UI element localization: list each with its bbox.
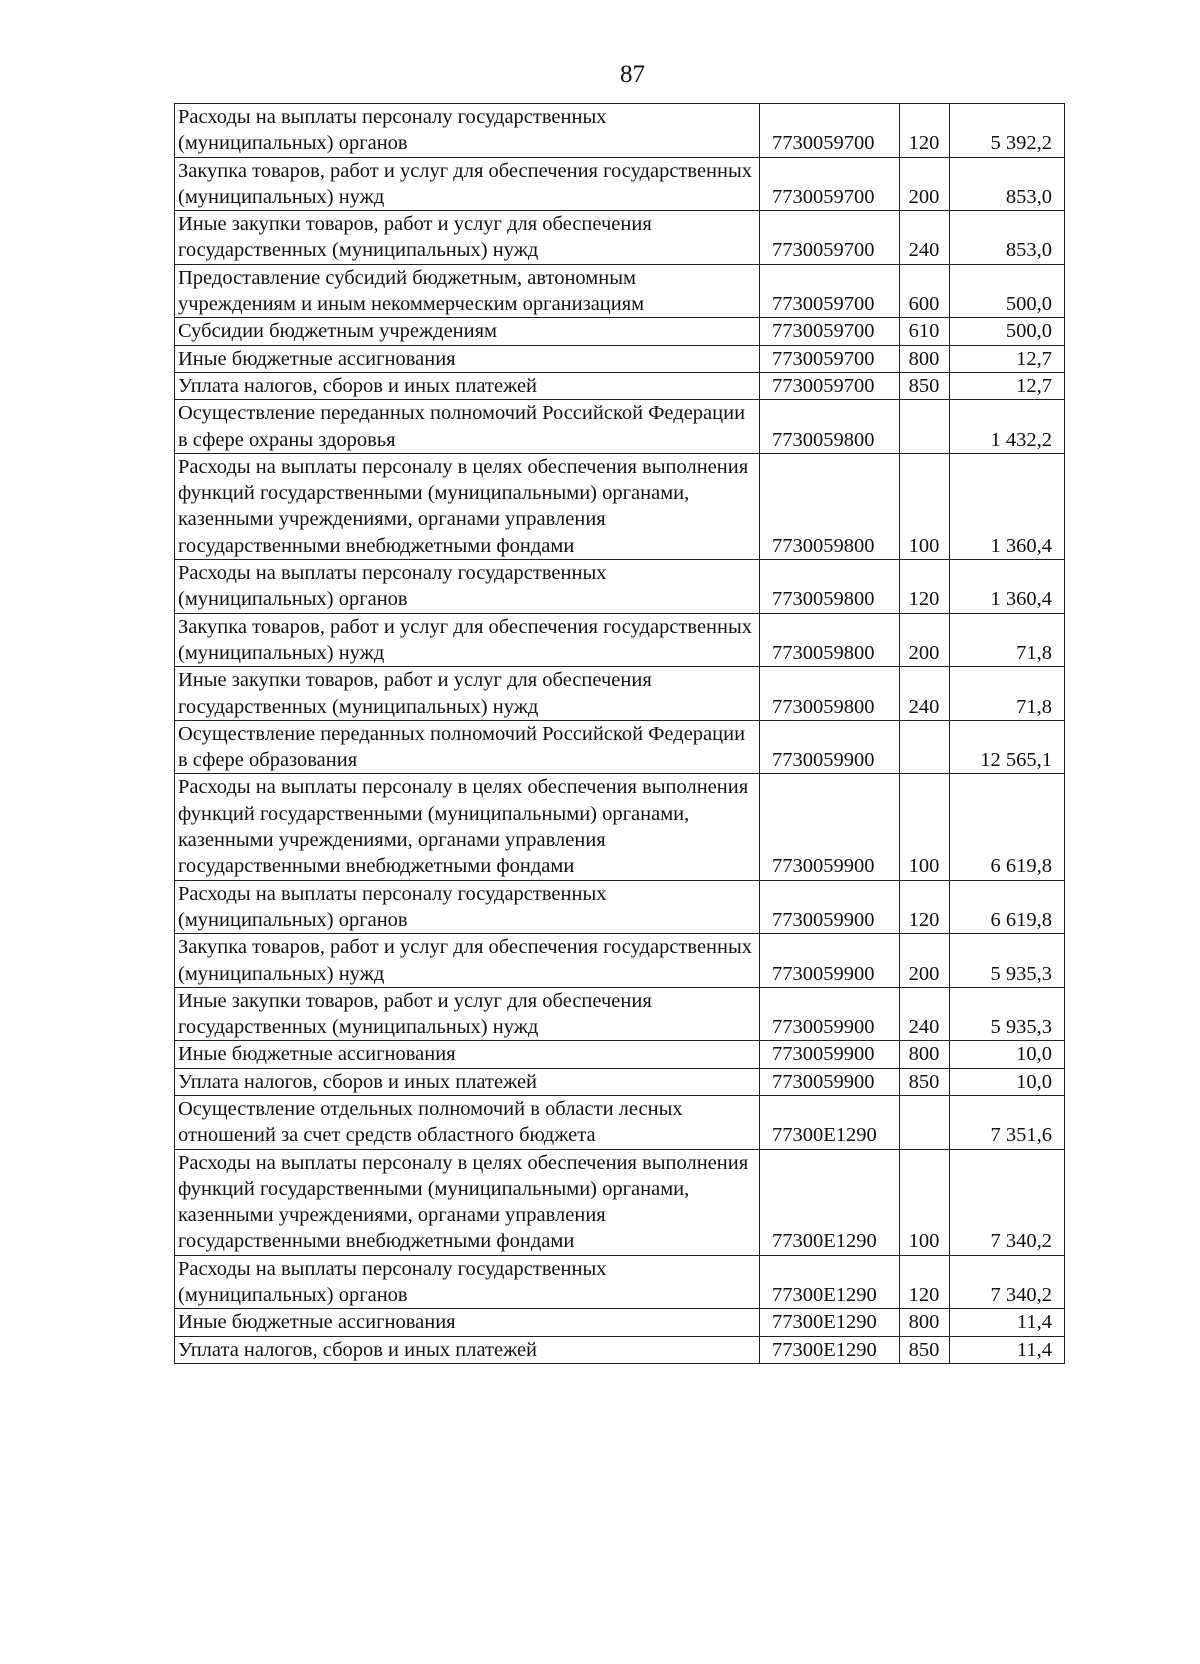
amount-cell: 1 360,4 (950, 453, 1065, 559)
expense-name-cell: Осуществление отдельных полномочий в области лесных отношений за счет средств областного бюджета (175, 1095, 760, 1149)
table-body (175, 104, 1065, 1364)
expense-name-cell: Расходы на выплаты персоналу государственных (муниципальных) органов (175, 560, 760, 614)
amount-cell: 5 935,3 (950, 987, 1065, 1041)
expense-type-code-cell (900, 1095, 950, 1149)
expense-name-cell: Уплата налогов, сборов и иных платежей (175, 1068, 760, 1095)
expense-type-code-cell: 120 (900, 880, 950, 934)
table-row (175, 104, 1065, 158)
expense-name-cell: Иные закупки товаров, работ и услуг для обеспечения государственных (муниципальных) нужд (175, 211, 760, 265)
target-article-code-cell: 7730059800 (760, 560, 900, 614)
target-article-code-cell: 7730059700 (760, 345, 900, 372)
expense-name-cell: Иные закупки товаров, работ и услуг для обеспечения государственных (муниципальных) нужд (175, 987, 760, 1041)
expense-type-code-cell: 800 (900, 1309, 950, 1336)
expense-name-cell: Закупка товаров, работ и услуг для обеспечения государственных (муниципальных) нужд (175, 157, 760, 211)
target-article-code-cell: 77300E1290 (760, 1255, 900, 1309)
expense-type-code-cell: 800 (900, 1041, 950, 1068)
expense-type-code-cell: 610 (900, 318, 950, 345)
target-article-code-cell: 7730059900 (760, 1041, 900, 1068)
amount-cell: 7 351,6 (950, 1095, 1065, 1149)
target-article-code-cell: 7730059700 (760, 372, 900, 399)
expense-name-cell: Закупка товаров, работ и услуг для обеспечения государственных (муниципальных) нужд (175, 934, 760, 988)
target-article-code-cell: 7730059800 (760, 613, 900, 667)
expense-type-code-cell: 200 (900, 934, 950, 988)
expense-name-cell: Субсидии бюджетным учреждениям (175, 318, 760, 345)
table-row (175, 264, 1065, 318)
target-article-code-cell: 7730059700 (760, 211, 900, 265)
expense-name-cell: Осуществление переданных полномочий Российской Федерации в сфере охраны здоровья (175, 400, 760, 454)
expense-type-code-cell: 200 (900, 613, 950, 667)
target-article-code-cell: 7730059800 (760, 453, 900, 559)
table-row (175, 987, 1065, 1041)
amount-cell: 11,4 (950, 1336, 1065, 1363)
expense-type-code-cell: 850 (900, 1068, 950, 1095)
table-row (175, 453, 1065, 559)
expense-name-cell: Осуществление переданных полномочий Российской Федерации в сфере образования (175, 720, 760, 774)
amount-cell: 12 565,1 (950, 720, 1065, 774)
amount-cell: 7 340,2 (950, 1255, 1065, 1309)
table-row (175, 318, 1065, 345)
target-article-code-cell: 7730059700 (760, 104, 900, 158)
page-number: 87 (620, 61, 645, 88)
table-row (175, 667, 1065, 721)
amount-cell: 6 619,8 (950, 880, 1065, 934)
amount-cell: 1 360,4 (950, 560, 1065, 614)
expense-type-code-cell: 120 (900, 560, 950, 614)
table-row (175, 1095, 1065, 1149)
amount-cell: 12,7 (950, 345, 1065, 372)
target-article-code-cell: 77300E1290 (760, 1095, 900, 1149)
amount-cell: 71,8 (950, 613, 1065, 667)
table-row (175, 1041, 1065, 1068)
expense-type-code-cell: 600 (900, 264, 950, 318)
target-article-code-cell: 7730059900 (760, 720, 900, 774)
expense-name-cell: Расходы на выплаты персоналу государственных (муниципальных) органов (175, 104, 760, 158)
expense-type-code-cell: 200 (900, 157, 950, 211)
table-row (175, 372, 1065, 399)
target-article-code-cell: 77300E1290 (760, 1149, 900, 1255)
expense-name-cell: Расходы на выплаты персоналу государственных (муниципальных) органов (175, 880, 760, 934)
expense-type-code-cell: 240 (900, 667, 950, 721)
table-row (175, 613, 1065, 667)
expense-type-code-cell: 850 (900, 1336, 950, 1363)
target-article-code-cell: 7730059700 (760, 157, 900, 211)
amount-cell: 853,0 (950, 211, 1065, 265)
amount-cell: 11,4 (950, 1309, 1065, 1336)
amount-cell: 853,0 (950, 157, 1065, 211)
target-article-code-cell: 77300E1290 (760, 1336, 900, 1363)
target-article-code-cell: 7730059700 (760, 318, 900, 345)
table-row (175, 1309, 1065, 1336)
amount-cell: 500,0 (950, 264, 1065, 318)
amount-cell: 5 935,3 (950, 934, 1065, 988)
table-row (175, 345, 1065, 372)
table-row (175, 157, 1065, 211)
budget-table (174, 103, 1065, 1364)
expense-name-cell: Расходы на выплаты персоналу в целях обеспечения выполнения функций государственными (муниципальными) органами, казенными учреждениями, органами управления государственными внебюджетными фондами (175, 1149, 760, 1255)
target-article-code-cell: 7730059700 (760, 264, 900, 318)
amount-cell: 10,0 (950, 1041, 1065, 1068)
expense-name-cell: Закупка товаров, работ и услуг для обеспечения государственных (муниципальных) нужд (175, 613, 760, 667)
target-article-code-cell: 7730059900 (760, 1068, 900, 1095)
expense-name-cell: Иные бюджетные ассигнования (175, 1309, 760, 1336)
expense-type-code-cell: 240 (900, 211, 950, 265)
expense-name-cell: Иные бюджетные ассигнования (175, 345, 760, 372)
table-row (175, 720, 1065, 774)
table-row (175, 211, 1065, 265)
amount-cell: 10,0 (950, 1068, 1065, 1095)
target-article-code-cell: 77300E1290 (760, 1309, 900, 1336)
table-row (175, 880, 1065, 934)
table-row (175, 1255, 1065, 1309)
expense-name-cell: Уплата налогов, сборов и иных платежей (175, 1336, 760, 1363)
amount-cell: 1 432,2 (950, 400, 1065, 454)
expense-name-cell: Расходы на выплаты персоналу в целях обеспечения выполнения функций государственными (муниципальными) органами, казенными учреждениями, органами управления государственными внебюджетными фондами (175, 453, 760, 559)
table-row (175, 1336, 1065, 1363)
amount-cell: 6 619,8 (950, 774, 1065, 880)
expense-name-cell: Уплата налогов, сборов и иных платежей (175, 372, 760, 399)
target-article-code-cell: 7730059800 (760, 400, 900, 454)
amount-cell: 71,8 (950, 667, 1065, 721)
amount-cell: 12,7 (950, 372, 1065, 399)
expense-name-cell: Иные бюджетные ассигнования (175, 1041, 760, 1068)
expense-name-cell: Расходы на выплаты персоналу государственных (муниципальных) органов (175, 1255, 760, 1309)
expense-type-code-cell: 800 (900, 345, 950, 372)
table-row (175, 1068, 1065, 1095)
table-row (175, 1149, 1065, 1255)
target-article-code-cell: 7730059900 (760, 987, 900, 1041)
amount-cell: 7 340,2 (950, 1149, 1065, 1255)
target-article-code-cell: 7730059900 (760, 880, 900, 934)
expense-name-cell: Иные закупки товаров, работ и услуг для обеспечения государственных (муниципальных) нужд (175, 667, 760, 721)
amount-cell: 500,0 (950, 318, 1065, 345)
amount-cell: 5 392,2 (950, 104, 1065, 158)
table-row (175, 934, 1065, 988)
target-article-code-cell: 7730059900 (760, 934, 900, 988)
expense-name-cell: Предоставление субсидий бюджетным, автономным учреждениям и иным некоммерческим организациям (175, 264, 760, 318)
table-row (175, 560, 1065, 614)
expense-type-code-cell: 850 (900, 372, 950, 399)
expense-type-code-cell: 100 (900, 774, 950, 880)
expense-type-code-cell: 120 (900, 1255, 950, 1309)
table-row (175, 400, 1065, 454)
table-row (175, 774, 1065, 880)
target-article-code-cell: 7730059800 (760, 667, 900, 721)
expense-type-code-cell (900, 400, 950, 454)
expense-type-code-cell (900, 720, 950, 774)
expense-type-code-cell: 120 (900, 104, 950, 158)
expense-name-cell: Расходы на выплаты персоналу в целях обеспечения выполнения функций государственными (муниципальными) органами, казенными учреждениями, органами управления государственными внебюджетными фондами (175, 774, 760, 880)
target-article-code-cell: 7730059900 (760, 774, 900, 880)
expense-type-code-cell: 100 (900, 453, 950, 559)
expense-type-code-cell: 240 (900, 987, 950, 1041)
expense-type-code-cell: 100 (900, 1149, 950, 1255)
